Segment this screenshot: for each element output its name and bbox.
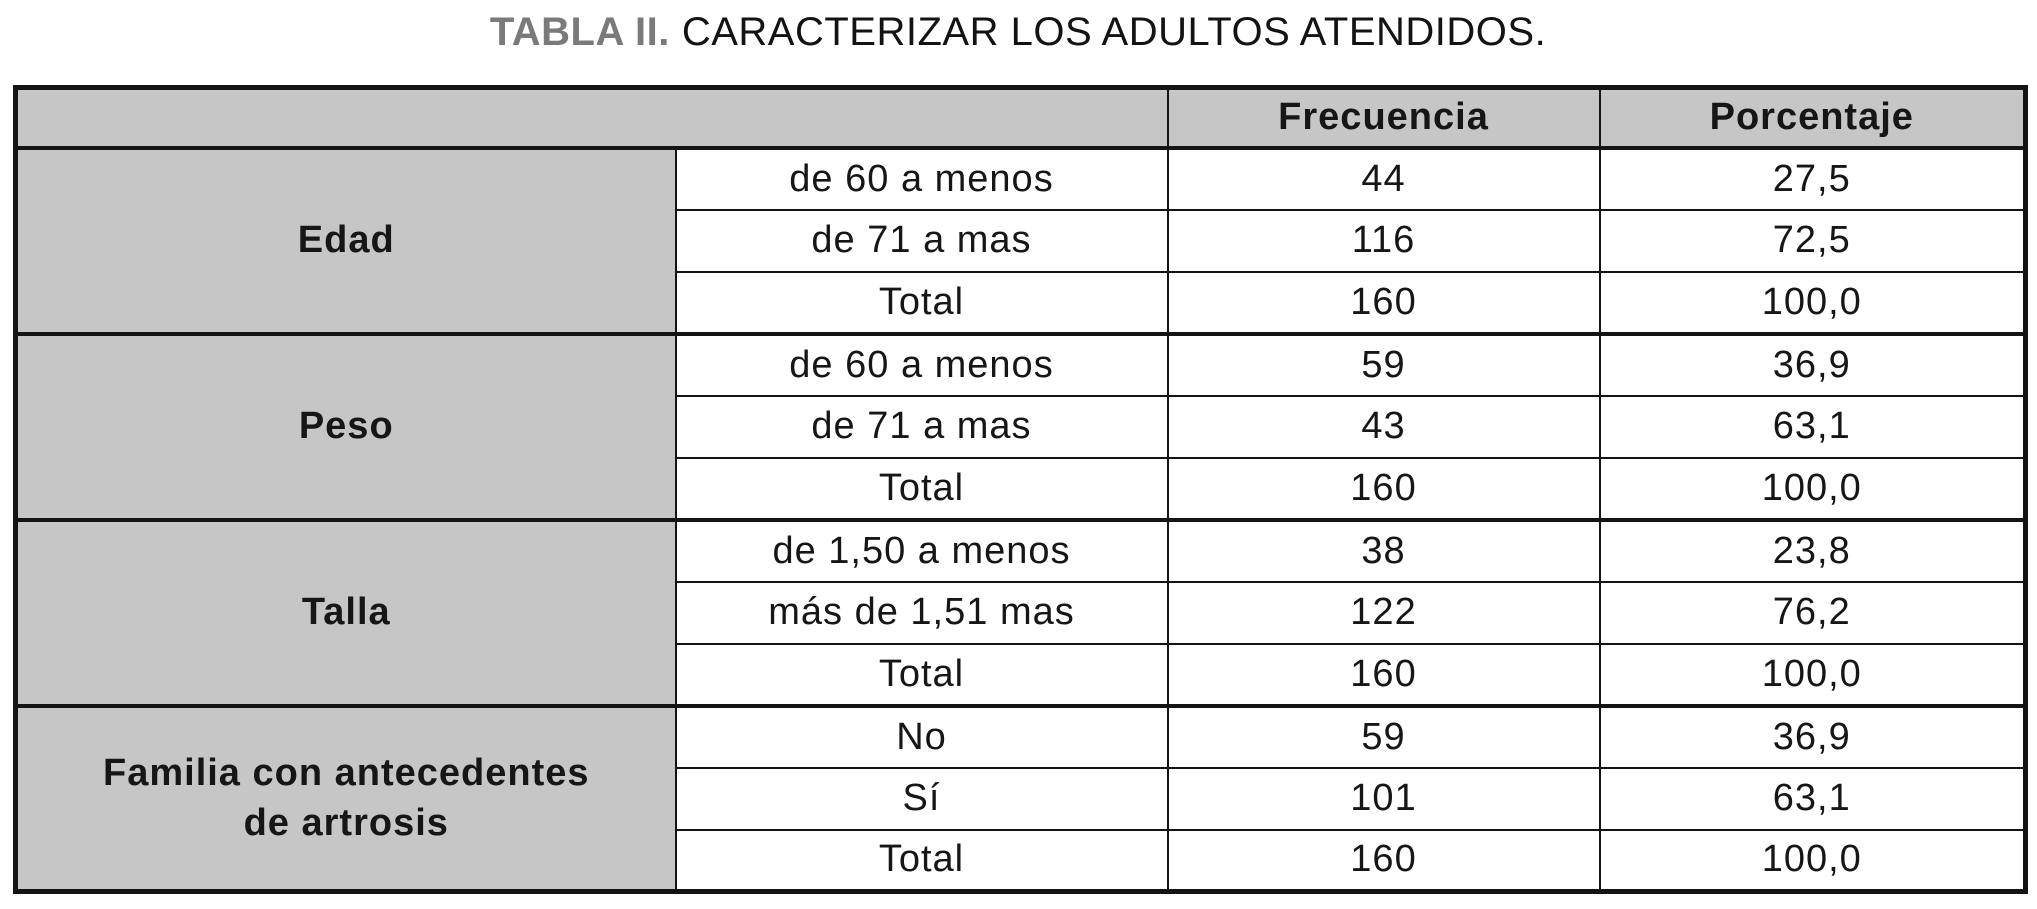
percentage-cell: 76,2: [1600, 582, 2026, 644]
category-label: Familia con antecedentes de artrosis: [103, 752, 590, 845]
row-label-cell: No: [676, 706, 1168, 768]
category-cell-familia-antecedentes: [16, 706, 676, 892]
frequency-cell: 160: [1168, 644, 1600, 706]
row-label-cell: de 71 a mas: [676, 396, 1168, 458]
percentage-cell: 100,0: [1600, 830, 2026, 892]
row-label-cell: de 60 a menos: [676, 148, 1168, 210]
frequency-cell: 122: [1168, 582, 1600, 644]
percentage-cell: 100,0: [1600, 272, 2026, 334]
table-row: [16, 520, 2026, 582]
percentage-cell: 23,8: [1600, 520, 2026, 582]
percentage-cell: 36,9: [1600, 334, 2026, 396]
frequency-cell: 101: [1168, 768, 1600, 830]
percentage-cell: 63,1: [1600, 396, 2026, 458]
frequency-cell: 44: [1168, 148, 1600, 210]
category-label: Talla: [301, 591, 391, 634]
category-cell-talla: [16, 520, 676, 706]
category-label: Peso: [298, 405, 394, 448]
frequency-cell: 160: [1168, 272, 1600, 334]
percentage-cell: 100,0: [1600, 458, 2026, 520]
category-cell-peso: [16, 334, 676, 520]
table-row: [16, 334, 2026, 396]
category-label: Edad: [297, 219, 395, 262]
frequency-cell: 160: [1168, 830, 1600, 892]
row-label-cell: Total: [676, 644, 1168, 706]
header-percentage: Porcentaje: [1600, 88, 2026, 148]
row-label-cell: de 1,50 a menos: [676, 520, 1168, 582]
row-label-cell: Total: [676, 458, 1168, 520]
category-cell-edad: [16, 148, 676, 334]
frequency-cell: 59: [1168, 334, 1600, 396]
data-table: [13, 85, 2028, 894]
header-empty-cell: [16, 88, 1168, 148]
frequency-cell: 116: [1168, 210, 1600, 272]
percentage-cell: 27,5: [1600, 148, 2026, 210]
row-label-cell: de 60 a menos: [676, 334, 1168, 396]
row-label-cell: Total: [676, 830, 1168, 892]
frequency-cell: 59: [1168, 706, 1600, 768]
row-label-cell: más de 1,51 mas: [676, 582, 1168, 644]
percentage-cell: 63,1: [1600, 768, 2026, 830]
row-label-cell: de 71 a mas: [676, 210, 1168, 272]
frequency-cell: 160: [1168, 458, 1600, 520]
percentage-cell: 36,9: [1600, 706, 2026, 768]
row-label-cell: Sí: [676, 768, 1168, 830]
header-frequency: Frecuencia: [1168, 88, 1600, 148]
table-title-text: CARACTERIZAR LOS ADULTOS ATENDIDOS.: [681, 10, 1547, 54]
frequency-cell: 38: [1168, 520, 1600, 582]
percentage-cell: 72,5: [1600, 210, 2026, 272]
table-row: [16, 148, 2026, 210]
header-row: [16, 88, 2026, 148]
percentage-cell: 100,0: [1600, 644, 2026, 706]
page-title: [13, 10, 2023, 55]
frequency-cell: 43: [1168, 396, 1600, 458]
table-number-label: TABLA II.: [489, 10, 670, 54]
row-label-cell: Total: [676, 272, 1168, 334]
table-row: [16, 706, 2026, 768]
